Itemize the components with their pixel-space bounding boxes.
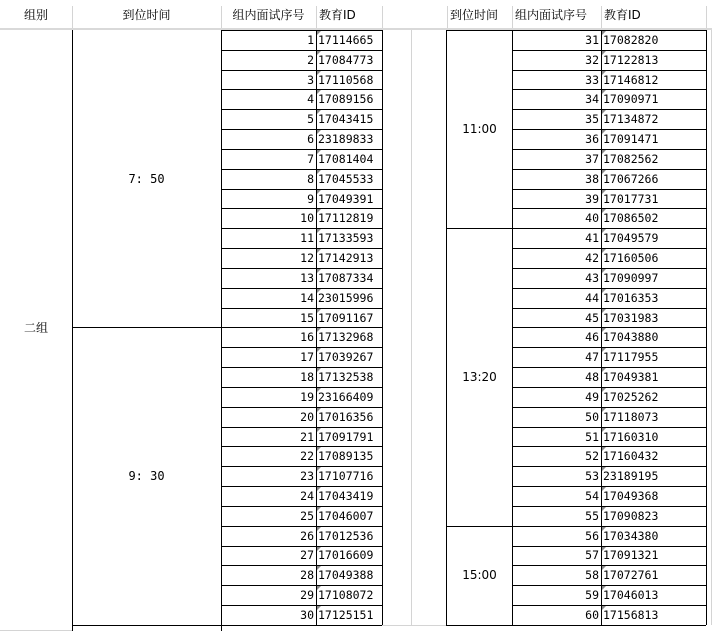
interview-seq-cell[interactable]: 55 <box>585 508 599 523</box>
header-divider <box>512 6 513 28</box>
cell-border <box>221 625 382 626</box>
interview-seq-cell[interactable]: 5 <box>307 112 314 127</box>
cell-border <box>512 109 706 110</box>
interview-seq-cell[interactable]: 60 <box>585 607 599 622</box>
interview-seq-cell[interactable]: 40 <box>585 211 599 226</box>
cell-border <box>512 189 706 190</box>
cell-border <box>221 327 382 328</box>
cell-border <box>512 288 706 289</box>
education-id-cell[interactable]: 17072761 <box>601 565 706 585</box>
education-id-cell[interactable]: 17117955 <box>601 347 706 367</box>
cell-border <box>221 427 382 428</box>
interview-seq-cell[interactable]: 2 <box>307 52 314 67</box>
education-id-cell[interactable]: 17090823 <box>601 506 706 526</box>
cell-border <box>512 446 706 447</box>
interview-seq-cell[interactable]: 48 <box>585 370 599 385</box>
interview-seq-cell[interactable]: 45 <box>585 310 599 325</box>
header-interview-seq-right: 组内面试序号 <box>515 8 588 22</box>
cell-border <box>446 30 512 31</box>
education-id-cell[interactable]: 17112819 <box>316 208 382 228</box>
education-id-cell[interactable]: 17132538 <box>316 367 382 387</box>
interview-seq-cell[interactable]: 8 <box>307 171 314 186</box>
interview-seq-cell[interactable]: 38 <box>585 171 599 186</box>
education-id-cell[interactable]: 17081404 <box>316 149 382 169</box>
cell-border <box>512 526 706 527</box>
education-id-cell[interactable]: 23015996 <box>316 288 382 308</box>
interview-seq-cell[interactable]: 28 <box>300 568 314 583</box>
interview-seq-cell[interactable]: 20 <box>300 409 314 424</box>
cell-border <box>512 89 706 90</box>
education-id-cell[interactable]: 17049579 <box>601 228 706 248</box>
cell-border <box>512 50 706 51</box>
cell-border <box>512 327 706 328</box>
header-divider <box>72 6 73 28</box>
interview-seq-cell[interactable]: 47 <box>585 350 599 365</box>
interview-seq-cell[interactable]: 13 <box>300 270 314 285</box>
cell-border <box>512 466 706 467</box>
interview-seq-cell[interactable]: 22 <box>300 449 314 464</box>
cell-border <box>221 208 382 209</box>
interview-seq-cell[interactable]: 43 <box>585 270 599 285</box>
education-id-cell[interactable]: 17031983 <box>601 308 706 328</box>
interview-seq-cell[interactable]: 12 <box>300 251 314 266</box>
header-divider <box>382 6 383 28</box>
education-id-cell[interactable]: 17084773 <box>316 50 382 70</box>
cell-border <box>221 109 382 110</box>
education-id-cell[interactable]: 23189195 <box>601 466 706 486</box>
cell-border <box>512 367 706 368</box>
education-id-cell[interactable]: 17087334 <box>316 268 382 288</box>
cell-border <box>221 228 382 229</box>
education-id-cell[interactable]: 17046013 <box>601 585 706 605</box>
cell-border <box>221 30 382 31</box>
education-id-cell[interactable]: 17118073 <box>601 407 706 427</box>
cell-border <box>512 228 706 229</box>
grid-line <box>411 30 412 625</box>
interview-seq-cell[interactable]: 30 <box>300 607 314 622</box>
interview-seq-cell[interactable]: 4 <box>307 92 314 107</box>
cell-border <box>512 129 706 130</box>
arrival-time-cell[interactable]: 9: 30 <box>128 469 165 484</box>
group-name-cell[interactable]: 二组 <box>23 320 48 335</box>
cell-border <box>221 466 382 467</box>
interview-seq-cell[interactable]: 3 <box>307 72 314 87</box>
education-id-cell[interactable]: 17125151 <box>316 605 382 625</box>
cell-border <box>512 208 706 209</box>
cell-border <box>221 268 382 269</box>
interview-seq-cell[interactable]: 51 <box>585 429 599 444</box>
interview-seq-cell[interactable]: 31 <box>585 32 599 47</box>
cell-border <box>382 30 383 625</box>
cell-border <box>512 30 706 31</box>
header-divider <box>601 6 602 28</box>
cell-border <box>221 169 382 170</box>
cell-border <box>221 149 382 150</box>
header-divider <box>706 6 707 28</box>
cell-border <box>221 546 382 547</box>
cell-border <box>221 248 382 249</box>
education-id-cell[interactable]: 17122813 <box>601 50 706 70</box>
education-id-cell[interactable]: 17016356 <box>316 407 382 427</box>
cell-border <box>512 625 706 626</box>
header-divider <box>447 6 448 28</box>
arrival-time-cell[interactable]: 7: 50 <box>128 171 165 186</box>
interview-seq-cell[interactable]: 39 <box>585 191 599 206</box>
interview-seq-cell[interactable]: 49 <box>585 389 599 404</box>
education-id-cell[interactable]: 17049368 <box>601 486 706 506</box>
cell-border <box>446 625 512 626</box>
interview-seq-cell[interactable]: 11 <box>300 231 314 246</box>
header-arrival-time: 到位时间 <box>122 8 171 22</box>
cell-border <box>706 30 707 625</box>
interview-seq-cell[interactable]: 50 <box>585 409 599 424</box>
education-id-cell[interactable]: 17142913 <box>316 248 382 268</box>
cell-border <box>221 30 222 631</box>
education-id-cell[interactable]: 17082562 <box>601 149 706 169</box>
education-id-cell[interactable]: 17114665 <box>316 30 382 50</box>
interview-seq-cell[interactable]: 57 <box>585 548 599 563</box>
cell-border <box>512 546 706 547</box>
cell-border <box>221 565 382 566</box>
arrival-time-cell[interactable]: 13:20 <box>462 370 497 385</box>
cell-border <box>221 585 382 586</box>
cell-border <box>512 585 706 586</box>
education-id-cell[interactable]: 17090971 <box>601 89 706 109</box>
cell-border <box>221 407 382 408</box>
education-id-cell[interactable]: 17045533 <box>316 169 382 189</box>
education-id-cell[interactable]: 17086502 <box>601 208 706 228</box>
header-arrival-time-right: 到位时间 <box>450 8 499 22</box>
header-divider <box>316 6 317 28</box>
interview-seq-cell[interactable]: 54 <box>585 488 599 503</box>
interview-seq-cell[interactable]: 29 <box>300 588 314 603</box>
education-id-cell[interactable]: 17046007 <box>316 506 382 526</box>
cell-border <box>221 308 382 309</box>
education-id-cell[interactable]: 17134872 <box>601 109 706 129</box>
education-id-cell[interactable]: 17016353 <box>601 288 706 308</box>
education-id-cell[interactable]: 17091791 <box>316 427 382 447</box>
interview-seq-cell[interactable]: 33 <box>585 72 599 87</box>
education-id-cell[interactable]: 17160432 <box>601 446 706 466</box>
interview-seq-cell[interactable]: 59 <box>585 588 599 603</box>
grid-line <box>382 625 447 626</box>
education-id-cell[interactable]: 17108072 <box>316 585 382 605</box>
interview-seq-cell[interactable]: 37 <box>585 151 599 166</box>
cell-border <box>221 50 382 51</box>
interview-seq-cell[interactable]: 46 <box>585 330 599 345</box>
interview-seq-cell[interactable]: 44 <box>585 290 599 305</box>
education-id-cell[interactable]: 17160506 <box>601 248 706 268</box>
interview-seq-cell[interactable]: 36 <box>585 132 599 147</box>
interview-seq-cell[interactable]: 42 <box>585 251 599 266</box>
cell-border <box>221 70 382 71</box>
cell-border <box>512 387 706 388</box>
interview-seq-cell[interactable]: 18 <box>300 370 314 385</box>
interview-seq-cell[interactable]: 16 <box>300 330 314 345</box>
interview-seq-cell[interactable]: 32 <box>585 52 599 67</box>
interview-seq-cell[interactable]: 15 <box>300 310 314 325</box>
interview-seq-cell[interactable]: 23 <box>300 469 314 484</box>
cell-border <box>221 347 382 348</box>
interview-seq-cell[interactable]: 41 <box>585 231 599 246</box>
cell-border <box>512 347 706 348</box>
education-id-cell[interactable]: 17107716 <box>316 466 382 486</box>
cell-border <box>512 605 706 606</box>
education-id-cell[interactable]: 17110568 <box>316 70 382 90</box>
education-id-cell[interactable]: 17091321 <box>601 546 706 566</box>
interview-seq-cell[interactable]: 9 <box>307 191 314 206</box>
education-id-cell[interactable]: 17012536 <box>316 526 382 546</box>
education-id-cell[interactable]: 17133593 <box>316 228 382 248</box>
education-id-cell[interactable]: 17089156 <box>316 89 382 109</box>
header-education-id: 教育ID <box>319 8 356 22</box>
interview-seq-cell[interactable]: 10 <box>300 211 314 226</box>
cell-border <box>512 308 706 309</box>
interview-seq-cell[interactable]: 19 <box>300 389 314 404</box>
cell-border <box>221 446 382 447</box>
cell-border <box>221 189 382 190</box>
education-id-cell[interactable]: 17089135 <box>316 446 382 466</box>
education-id-cell[interactable]: 17146812 <box>601 70 706 90</box>
header-education-id-right: 教育ID <box>604 8 641 22</box>
education-id-cell[interactable]: 17043880 <box>601 327 706 347</box>
interview-seq-cell[interactable]: 1 <box>307 32 314 47</box>
education-id-cell[interactable]: 17049388 <box>316 565 382 585</box>
header-group: 组别 <box>23 8 48 22</box>
arrival-time-cell[interactable]: 15:00 <box>462 568 497 583</box>
cell-border <box>512 70 706 71</box>
interview-seq-cell[interactable]: 27 <box>300 548 314 563</box>
interview-seq-cell[interactable]: 6 <box>307 132 314 147</box>
interview-seq-cell[interactable]: 56 <box>585 528 599 543</box>
education-id-cell[interactable]: 17067266 <box>601 169 706 189</box>
header-interview-seq: 组内面试序号 <box>232 8 305 22</box>
cell-border <box>512 486 706 487</box>
education-id-cell[interactable]: 17082820 <box>601 30 706 50</box>
education-id-cell[interactable]: 17039267 <box>316 347 382 367</box>
education-id-cell[interactable]: 17049391 <box>316 189 382 209</box>
cell-border <box>512 427 706 428</box>
interview-seq-cell[interactable]: 52 <box>585 449 599 464</box>
cell-border <box>221 367 382 368</box>
cell-border <box>512 248 706 249</box>
interview-seq-cell[interactable]: 58 <box>585 568 599 583</box>
education-id-cell[interactable]: 17091471 <box>601 129 706 149</box>
education-id-cell[interactable]: 17034380 <box>601 526 706 546</box>
education-id-cell[interactable]: 23166409 <box>316 387 382 407</box>
cell-border <box>221 288 382 289</box>
cell-border <box>512 268 706 269</box>
interview-seq-cell[interactable]: 7 <box>307 151 314 166</box>
cell-border <box>446 228 512 229</box>
interview-seq-cell[interactable]: 26 <box>300 528 314 543</box>
interview-seq-cell[interactable]: 24 <box>300 488 314 503</box>
education-id-cell[interactable]: 17049381 <box>601 367 706 387</box>
education-id-cell[interactable]: 17132968 <box>316 327 382 347</box>
cell-border <box>221 526 382 527</box>
cell-border <box>72 30 73 631</box>
cell-border <box>512 565 706 566</box>
interview-seq-cell[interactable]: 17 <box>300 350 314 365</box>
education-id-cell[interactable]: 17091167 <box>316 308 382 328</box>
interview-seq-cell[interactable]: 14 <box>300 290 314 305</box>
interview-seq-cell[interactable]: 25 <box>300 508 314 523</box>
cell-border <box>446 30 447 625</box>
cell-border <box>221 129 382 130</box>
cell-border <box>221 486 382 487</box>
education-id-cell[interactable]: 17043419 <box>316 486 382 506</box>
cell-border <box>512 169 706 170</box>
cell-border <box>221 506 382 507</box>
education-id-cell[interactable]: 17043415 <box>316 109 382 129</box>
arrival-time-cell[interactable]: 11:00 <box>462 122 497 137</box>
interview-seq-cell[interactable]: 21 <box>300 429 314 444</box>
cell-border <box>446 526 512 527</box>
education-id-cell[interactable]: 23189833 <box>316 129 382 149</box>
interview-seq-cell[interactable]: 34 <box>585 92 599 107</box>
cell-border <box>221 605 382 606</box>
header-divider <box>221 6 222 28</box>
cell-border <box>72 327 221 328</box>
education-id-cell[interactable]: 17025262 <box>601 387 706 407</box>
cell-border <box>512 407 706 408</box>
cell-border <box>512 149 706 150</box>
education-id-cell[interactable]: 17017731 <box>601 189 706 209</box>
education-id-cell[interactable]: 17156813 <box>601 605 706 625</box>
cell-border <box>512 506 706 507</box>
education-id-cell[interactable]: 17160310 <box>601 427 706 447</box>
cell-border <box>221 89 382 90</box>
education-id-cell[interactable]: 17016609 <box>316 546 382 566</box>
interview-seq-cell[interactable]: 53 <box>585 469 599 484</box>
education-id-cell[interactable]: 17090997 <box>601 268 706 288</box>
interview-seq-cell[interactable]: 35 <box>585 112 599 127</box>
cell-border <box>221 387 382 388</box>
cell-border <box>72 625 221 626</box>
